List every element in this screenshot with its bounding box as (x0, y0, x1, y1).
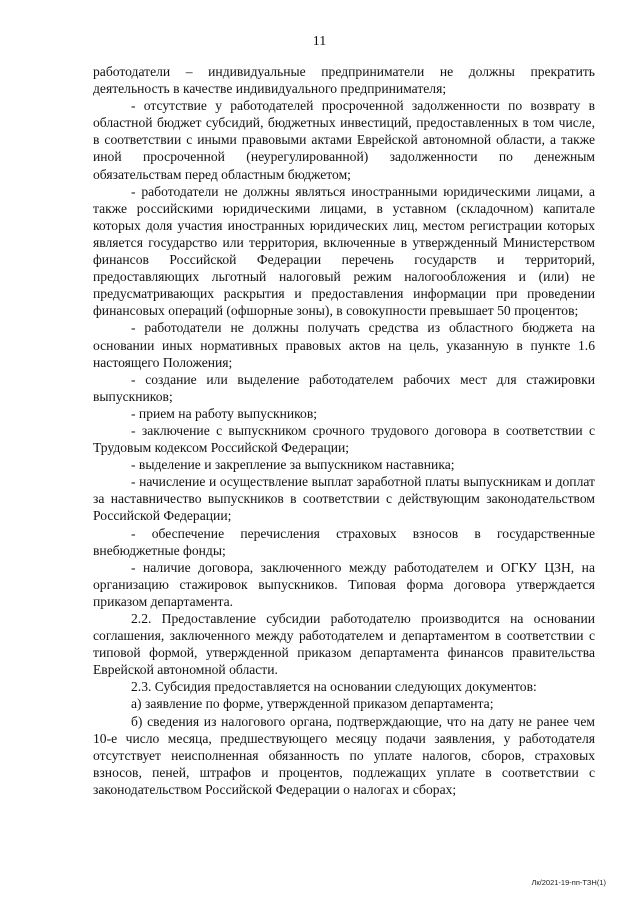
page-number: 11 (312, 34, 327, 49)
paragraph: - работодатели не должны получать средства из областного бюджета на основании иных нормативных правовых актов на цель, указанную в пункте 1.6 настоящего Положения; (93, 320, 595, 370)
paragraph: - наличие договора, заключенного между работодателем и ОГКУ ЦЗН, на организацию стажировок выпускников. Типовая форма договора утверждается приказом департамента. (93, 559, 595, 609)
paragraph: б) сведения из налогового органа, подтверждающие, что на дату не ранее чем 10-е число месяца, предшествующего месяцу подачи заявления, у работодателя отсутствует неисполненная обязанность по уплате налогов, сборов, страховых взносов, пеней, штрафов и процентов, подлежащих уплате в соответствии с законодательством Российской Федерации о налогах и сборах; (93, 713, 595, 797)
paragraph: а) заявление по форме, утвержденной приказом департамента; (131, 696, 494, 712)
paragraph: - работодатели не должны являться иностранными юридическими лицами, а также российскими юридическими лицами, в уставном (складочном) капитале которых доля участия иностранных юридических лиц, местом регистрации которых является государство или территория, включенные в утвержденный Министерством финансов Российской Федерации перечень государств и территорий, предоставляющих льготный налоговый режим налогообложения и (или) не предусматривающих раскрытия и предоставления информации при проведении финансовых операций (офшорные зоны), в совокупности превышает 50 процентов; (93, 183, 595, 319)
paragraph: - обеспечение перечисления страховых взносов в государственные внебюджетные фонды; (93, 525, 595, 558)
paragraph: - выделение и закрепление за выпускником наставника; (131, 457, 455, 473)
document-code: Лк/2021-19-пп-ТЗН(1) (531, 878, 606, 887)
paragraph: - заключение с выпускником срочного трудового договора в соответствии с Трудовым кодексом Российской Федерации; (93, 422, 595, 456)
paragraph: - начисление и осуществление выплат заработной платы выпускникам и доплат за наставничество выпускников в соответствии с действующим законодательством Российской Федерации; (93, 474, 595, 524)
paragraph: - отсутствие у работодателей просроченной задолженности по возврату в областной бюджет субсидий, бюджетных инвестиций, предоставленных в том числе, в соответствии с иными правовыми актами Еврейской автономной области, а также иной просроченной (неурегулированной) задолженности по денежным обязательствам перед областным бюджетом; (93, 98, 595, 182)
paragraph: - создание или выделение работодателем рабочих мест для стажировки выпускников; (93, 371, 595, 404)
document-body (93, 63, 595, 798)
paragraph: 2.3. Субсидия предоставляется на основании следующих документов: (131, 679, 537, 695)
paragraph: - прием на работу выпускников; (131, 405, 318, 421)
paragraph: 2.2. Предоставление субсидии работодателю производится на основании соглашения, заключенного между работодателем и департаментом в соответствии с типовой формой, утвержденной приказом департамента финансов правительства Еврейской автономной области. (93, 611, 595, 678)
paragraph: работодатели – индивидуальные предприниматели не должны прекратить деятельность в качестве индивидуального предпринимателя; (93, 64, 595, 97)
